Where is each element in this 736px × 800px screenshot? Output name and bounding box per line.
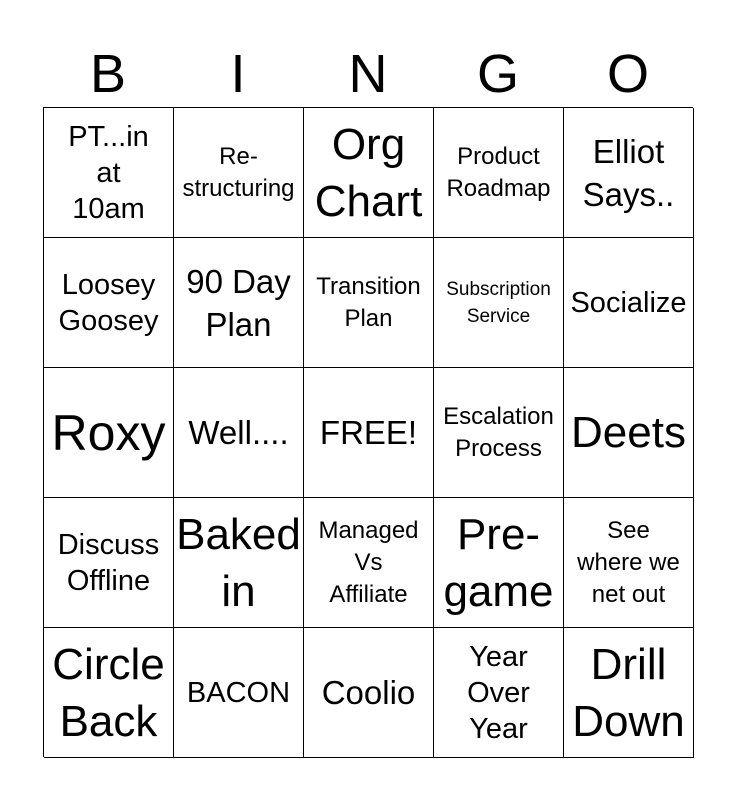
bingo-cell-text: Roxy xyxy=(51,404,166,461)
header-letter-o: O xyxy=(606,44,649,104)
bingo-cell-r4c4[interactable] xyxy=(434,498,564,628)
bingo-cell-text: Pre- game xyxy=(443,509,554,616)
bingo-cell-r3c4[interactable] xyxy=(434,368,564,498)
bingo-cell-r3c2[interactable] xyxy=(174,368,304,498)
bingo-cell-text: Re- structuring xyxy=(182,142,295,202)
bingo-cell-text: Year Over Year xyxy=(467,640,530,745)
bingo-cell-text: Coolio xyxy=(321,674,416,711)
bingo-cell-text: PT...in at 10am xyxy=(68,120,149,225)
bingo-cell-text: Elliot Says.. xyxy=(582,132,675,213)
bingo-cell-text: Managed Vs Affiliate xyxy=(318,516,419,608)
bingo-cell-text: Baked in xyxy=(176,509,301,616)
bingo-cell-r2c3[interactable] xyxy=(304,238,434,368)
bingo-cell-text: Drill Down xyxy=(572,639,685,746)
bingo-cell-text: BACON xyxy=(186,676,291,709)
bingo-cell-text: Escalation Process xyxy=(443,402,554,462)
bingo-cell-text: Subscription Service xyxy=(446,278,551,327)
bingo-cell-r4c3[interactable] xyxy=(304,498,434,628)
bingo-cell-r1c5[interactable] xyxy=(564,108,694,238)
bingo-cell-r5c4[interactable] xyxy=(434,628,564,758)
bingo-cell-r2c2[interactable] xyxy=(174,238,304,368)
bingo-cell-text: Socialize xyxy=(570,286,687,319)
bingo-cell-r5c2[interactable] xyxy=(174,628,304,758)
bingo-cell-r2c4[interactable] xyxy=(434,238,564,368)
bingo-cell-text: Discuss Offline xyxy=(57,528,160,597)
bingo-cell-r5c3[interactable] xyxy=(304,628,434,758)
bingo-cell-text: Deets xyxy=(571,408,686,457)
header-letter-n: N xyxy=(348,44,388,104)
bingo-cell-r1c2[interactable] xyxy=(174,108,304,238)
bingo-cell-r3c3[interactable] xyxy=(304,368,434,498)
header-letter-i: I xyxy=(230,44,246,104)
bingo-cell-r4c1[interactable] xyxy=(44,498,174,628)
bingo-cell-text: Org Chart xyxy=(314,119,423,226)
bingo-cell-r1c3[interactable] xyxy=(304,108,434,238)
bingo-cell-text: Well.... xyxy=(188,414,289,451)
bingo-cell-text: Product Roadmap xyxy=(446,142,551,202)
bingo-cell-r5c1[interactable] xyxy=(44,628,174,758)
bingo-board xyxy=(43,107,693,757)
bingo-cell-text: 90 Day Plan xyxy=(186,262,291,343)
header-letter-g: G xyxy=(476,44,519,104)
bingo-cell-text: Circle Back xyxy=(52,639,165,746)
bingo-cell-r4c2[interactable] xyxy=(174,498,304,628)
bingo-cell-text: See where we net out xyxy=(577,516,680,608)
bingo-cell-free-space: FREE! xyxy=(319,414,418,451)
bingo-cell-r1c1[interactable] xyxy=(44,108,174,238)
bingo-header xyxy=(43,42,693,106)
header-letter-b: B xyxy=(89,44,127,104)
bingo-cell-r1c4[interactable] xyxy=(434,108,564,238)
bingo-cell-r2c5[interactable] xyxy=(564,238,694,368)
bingo-cell-r5c5[interactable] xyxy=(564,628,694,758)
bingo-cell-r3c5[interactable] xyxy=(564,368,694,498)
bingo-cell-r3c1[interactable] xyxy=(44,368,174,498)
bingo-cell-r4c5[interactable] xyxy=(564,498,694,628)
bingo-cell-r2c1[interactable] xyxy=(44,238,174,368)
bingo-cell-text: Loosey Goosey xyxy=(58,268,159,337)
bingo-cell-text: Transition Plan xyxy=(316,272,421,332)
